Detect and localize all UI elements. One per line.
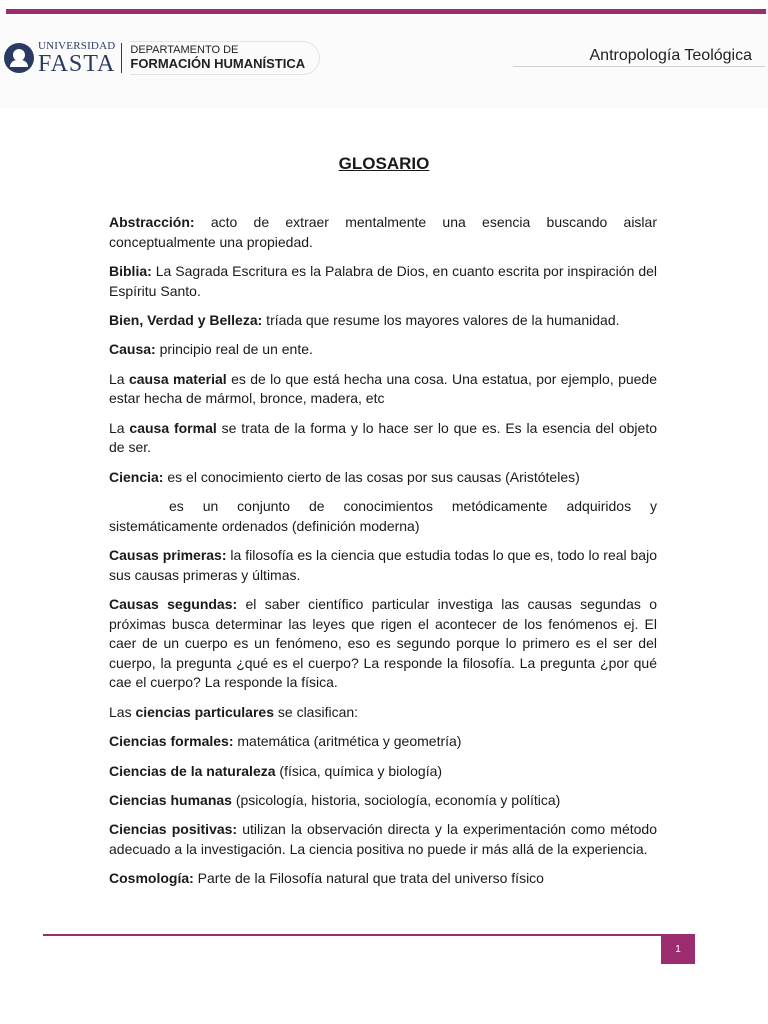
glossary-term: causa material [128,370,227,387]
glossary-entry: Las ciencias particulares se clasifican: [109,703,359,720]
university-logo [4,40,320,76]
glossary-term: Ciencias positivas: [109,821,238,838]
department-label [130,41,320,75]
university-wordmark [38,41,115,76]
glossary-entry [109,732,657,752]
glossary-entry: La causa formal se trata de la forma y lo hace ser lo que es. Es la esencia del objeto de ser. [109,419,657,456]
glossary-entry [109,762,657,782]
glossary-term: Ciencia: [109,468,164,485]
glossary-definition: utilizan la observación directa y la experimentación como método adecuado a la investigación. La ciencia positiva no puede ir más allá de la experiencia. [109,821,657,857]
glossary-entry [109,340,657,360]
glossary-entry [109,213,657,252]
course-title: Antropología Teológica [589,47,752,64]
glossary-definition: Parte de la Filosofía natural que trata del universo físico [193,870,544,887]
glossary-definition: es de lo que está hecha una cosa. Una estatua, por ejemplo, puede estar hecha de mármol, bronce, madera, etc [109,370,657,407]
glossary-definition: el saber científico particular investiga las causas segundas o próximas busca determinar las leyes que rigen el acontecer de los fenómenos ej. El caer de un cuerpo es un fenómeno, eso es segundo porque lo primero es el ser del cuerpo, la pregunta ¿qué es el cuerpo? La responde la filosofía. La pregunta ¿por qué cae el cuerpo? La responde la física. [109,596,657,691]
top-accent-bar [6,9,766,14]
glossary-entry [109,869,657,889]
university-small-text: UNIVERSIDAD [38,39,116,52]
glossary-entry [109,595,657,693]
glossary-term: Ciencias humanas [109,792,232,809]
glossary-entry-continuation [109,497,657,536]
glossary-term: Causa: [109,341,156,358]
glossary-term: causa formal [129,419,217,436]
glossary-term: Causas segundas: [109,596,238,613]
glossary-term: Ciencias de la naturaleza [109,762,276,779]
glossary-entry [109,820,657,859]
glossary-definition: tríada que resume los mayores valores de la humanidad. [262,311,620,328]
glossary-definition: se clasifican: [274,703,359,720]
glossary-entry [109,546,657,585]
glossary-entry [109,791,657,811]
glossary-definition: es el conocimiento cierto de las cosas por sus causas (Aristóteles) [163,468,580,485]
glossary-definition: principio real de un ente. [155,341,313,358]
glossary-definition: la filosofía es la ciencia que estudia todas lo que es, todo lo real bajo sus causas primeras y últimas. [109,547,657,583]
university-crest-icon [4,43,34,73]
glossary-term: ciencias particulares [135,703,274,720]
logo-divider [121,43,122,73]
page-title: GLOSARIO [338,154,430,173]
footer-rule [43,934,661,936]
glossary-definition: es un conjunto de conocimientos metódicamente adquiridos y sistemáticamente ordenados (definición moderna) [109,498,657,534]
glossary-entry [109,262,657,301]
glossary-term: Ciencias formales: [109,733,234,750]
glossary-definition: se trata de la forma y lo hace ser lo que es. Es la esencia del objeto de ser. [109,419,657,456]
glossary-body [109,213,657,899]
page-number: 1 [661,934,695,964]
glossary-definition: acto de extraer mentalmente una esencia buscando aislar conceptualmente una propiedad. [109,214,657,250]
glossary-definition: La Sagrada Escritura es la Palabra de Dios, en cuanto escrita por inspiración del Espíritu Santo. [109,262,657,299]
department-line-1: DEPARTAMENTO DE [130,44,239,57]
course-title-underline [513,66,765,67]
glossary-term: Biblia: [109,262,152,279]
glossary-term: Cosmología: [109,870,194,887]
glossary-term: Causas primeras: [109,547,227,564]
glossary-definition: (psicología, historia, sociología, economía y política) [231,792,561,809]
glossary-entry [109,311,657,331]
glossary-definition: matemática (aritmética y geometría) [233,733,462,750]
glossary-definition: (física, química y biología) [275,762,443,779]
glossary-entry [109,468,657,488]
university-big-text: FASTA [38,50,116,77]
department-line-2: FORMACIÓN HUMANÍSTICA [130,55,306,71]
glossary-term: Abstracción: [109,214,195,230]
glossary-entry: La causa material es de lo que está hecha una cosa. Una estatua, por ejemplo, puede estar hecha de mármol, bronce, madera, etc [109,370,657,407]
glossary-term: Bien, Verdad y Belleza: [109,311,263,328]
